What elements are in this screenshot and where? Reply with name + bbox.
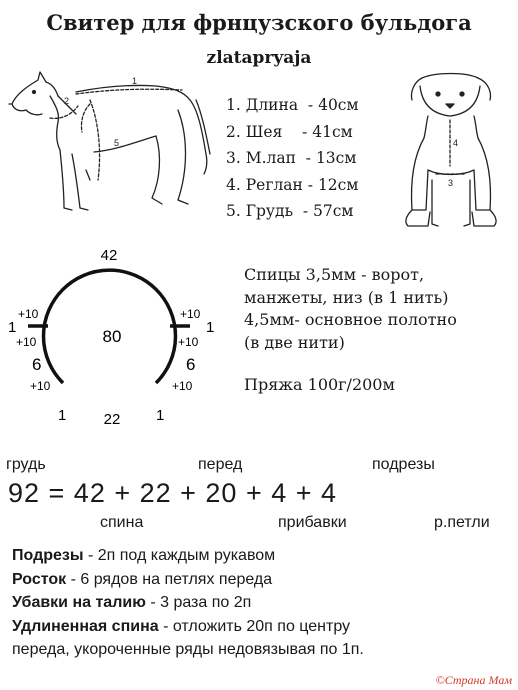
dog-side-label-2: 2 xyxy=(64,96,70,106)
needles-line: (в две нити) xyxy=(244,332,345,352)
needles-line: манжеты, низ (в 1 нить) xyxy=(244,287,449,307)
instruction-continuation: переда, укороченные ряды недовязывая по 1п. xyxy=(12,641,364,658)
diagram-right-plus-mid: +10 xyxy=(178,335,199,349)
diagram-top-value: 42 xyxy=(100,247,118,264)
diagram-right-plus-top: +10 xyxy=(180,307,201,321)
dog-side-illustration xyxy=(6,70,218,220)
instruction-line xyxy=(12,591,364,615)
diagram-left-bottom-one: 1 xyxy=(58,407,67,424)
instruction-text: - 6 рядов на петлях переда xyxy=(66,570,273,588)
dog-side-label-1: 1 xyxy=(132,76,138,86)
diagram-left-plus-bottom: +10 xyxy=(30,379,51,393)
watermark: ©Страна Мам xyxy=(435,673,512,687)
diagram-right-plus-bottom: +10 xyxy=(172,379,193,393)
author-name: zlatapryaja xyxy=(206,48,312,68)
page-title: Свитер для фрнцузского бульдога xyxy=(46,10,472,35)
instruction-term: Убавки на талию xyxy=(12,594,146,611)
diagram-right-bottom-one: 1 xyxy=(156,407,165,424)
dog-front-label-4: 4 xyxy=(453,138,459,148)
diagram-left-plus-mid: +10 xyxy=(16,335,37,349)
diagram-left-plus-top: +10 xyxy=(18,307,39,321)
yarn-line: Пряжа 100г/200м xyxy=(244,375,395,394)
measurements-list xyxy=(226,92,359,225)
instruction-text: - 2п под каждым рукавом xyxy=(83,547,276,564)
measurement-item: 1. Длина - 40см xyxy=(226,96,359,114)
needles-line: 4,5мм- основное полотно xyxy=(244,310,457,329)
formula-label-back: спина xyxy=(100,514,144,531)
diagram-right-six: 6 xyxy=(186,355,196,374)
needles-line: Спицы 3,5мм - ворот, xyxy=(244,265,425,284)
measurement-item: 3. М.лап - 13см xyxy=(226,149,357,167)
diagram-right-one: 1 xyxy=(206,319,215,336)
diagram-bottom-value: 22 xyxy=(103,411,121,428)
formula-label-front: перед xyxy=(198,456,243,473)
formula-label-chest: грудь xyxy=(6,456,46,473)
dog-side-label-5: 5 xyxy=(114,138,120,148)
diagram-center-value: 80 xyxy=(102,327,122,346)
formula-label-increases: прибавки xyxy=(278,514,347,531)
instruction-line xyxy=(12,615,364,639)
instruction-term: Росток xyxy=(12,570,67,588)
diagram-left-one: 1 xyxy=(8,319,17,336)
diagram-left-six: 6 xyxy=(32,355,42,374)
formula-label-buttonholes: р.петли xyxy=(434,514,490,531)
instruction-line xyxy=(12,568,364,592)
instruction-text: - отложить 20п по центру xyxy=(158,617,351,635)
instruction-term: Удлиненная спина xyxy=(12,617,159,635)
formula-label-cuts: подрезы xyxy=(372,456,435,473)
formula-expression: 92 = 42 + 22 + 20 + 4 + 4 xyxy=(8,478,338,508)
instructions-block xyxy=(12,544,364,662)
measurement-item: 5. Грудь - 57см xyxy=(226,202,354,220)
measurement-item: 2. Шея - 41см xyxy=(226,122,353,141)
needles-notes xyxy=(244,264,457,397)
instruction-term: Подрезы xyxy=(12,547,84,564)
measurement-item: 4. Реглан - 12см xyxy=(226,175,359,194)
instruction-text: - 3 раза по 2п xyxy=(145,594,252,611)
neckline-diagram xyxy=(0,238,236,434)
dog-front-illustration xyxy=(396,70,512,238)
instruction-line xyxy=(12,544,364,568)
dog-front-label-3: 3 xyxy=(448,178,454,188)
